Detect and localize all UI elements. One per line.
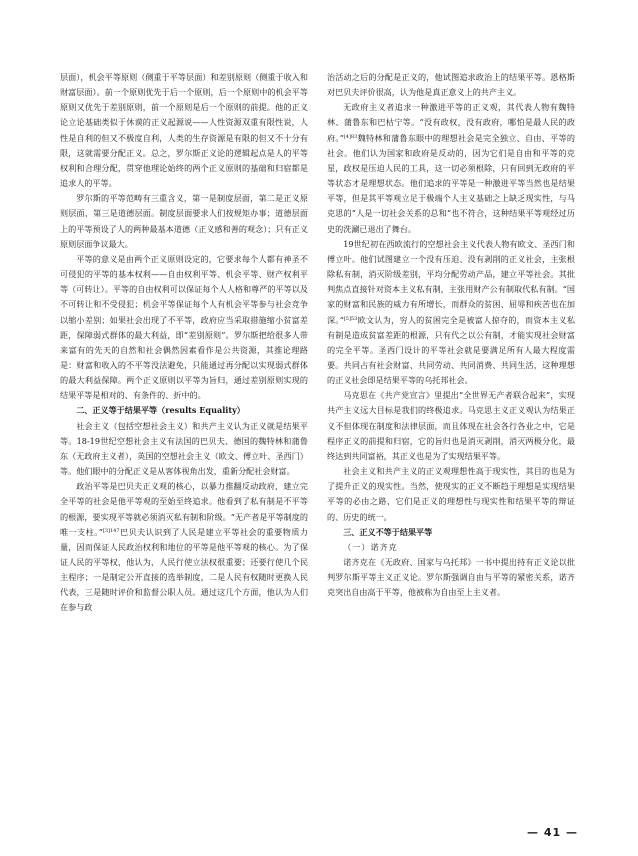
citation-ref: [3]147 bbox=[102, 527, 120, 534]
paragraph: 平等的意义是由两个正义原则设定的，它要求每个人都有神圣不可侵犯的平等的基本权利——自由权利平等、机会平等、财产权利平等（可转让）。平等的自由权利可以保证每个人人格和尊严的平等以及不可转让和不受侵犯；机会平等保证每个人有机会平等参与社会竞争以缩小差别；如果社会出现了不平等，政府应当采取措施缩小贫富差距，保障弱式群体的最大利益，即“差别原则”。罗尔斯把给很多人带来富有的先天的自然和社会偶然因素看作是公共资源，其推论理路是：财富和收入的不平等没法避免，只能通过再分配以实现弱式群体的最大利益保障。两个正义原则以平等为旨归，通过差别原则实现的结果平等是相对的、有条件的、折中的。 bbox=[60, 253, 308, 401]
citation-ref: [5]53 bbox=[343, 315, 358, 322]
paragraph-text: 政治平等是巴贝夫正义观的核心，以暴力推翻反动政府，建立完全平等的社会是他平等观的至始至终追求。他看到了私有制是不平等的根源，要实现平等就必须消灭私有制和阶级。“无产者是平等制度的唯一支柱。” bbox=[60, 481, 308, 537]
paragraph-text: 巴贝夫认识到了人民是建立平等社会的重要物质力量，因而保证人民政治权利和地位的平等是他平等观的核心。为了保证人民的平等权，他认为，人民行使立法权很重要；还要行使几个民主程序；一是制定公开直接的选举制度，二是人民有权随时更换人民代表，三是随时评价和监督公职人员。通过这几个方面，他认为人们在参与政 bbox=[60, 526, 308, 613]
paragraph: 诺齐克在《无政府、国家与乌托邦》一书中提出持有正义论以批判罗尔斯平等主义正义论。罗尔斯强调自由与平等的紧密关系，诺齐克突出自由高于平等，他被称为自由至上主义者。 bbox=[327, 557, 575, 598]
paragraph: 社会主义和共产主义的正义观理想性高于现实性，其目的也是为了提升正义的现实性。当然，使现实的正义不断趋于理想是实现结果平等的必由之路，它们是正义的理想性与现实性和结果平等的辩证的、历史的统一。 bbox=[327, 466, 575, 522]
paragraph-text: 欧文认为，穷人的贫困完全是被富人掠夺的，而资本主义私有制是造成贫富差距的根源，只有代之以公有制，才能实现社会财富的完全平等。圣西门设计的平等社会就是要满足所有人最大程度需要。共同占有社会财富、共同劳动、共同消费、共同生活，这种理想的正义社会即是结果平等的乌托邦社会。 bbox=[327, 314, 575, 386]
paragraph-text: 19世纪初在西欧流行的空想社会主义代表人物有欧文、圣西门和傅立叶。他们试图建立一个没有压迫、没有剥削的正义社会，主张根除私有制，消灭阶级差别，平均分配劳动产品，建立平等社会。其批判焦点直接针对资本主义私有制，主张用财产公有制取代私有制。“国家的财富和民族的威力有所增长，而群众的贫困、屈辱和疾苦也在加深。” bbox=[327, 238, 575, 325]
paragraph bbox=[60, 479, 308, 615]
citation-ref: [4]83 bbox=[343, 133, 358, 140]
section-heading: 三、正义不等于结果平等 bbox=[343, 526, 433, 537]
paragraph: 罗尔斯的平等范畴有三重含义，第一是制度层面，第二是正义原则层面，第三是道德层面。制度层面要求人们按规矩办事；道德层面上的平等预设了人的两种最基本道德（正义感和善的观念）；只有正义原则层面争议最大。 bbox=[60, 193, 308, 249]
paragraph bbox=[327, 100, 575, 236]
left-column bbox=[60, 70, 308, 616]
paragraph: 治活动之后的分配是正义的，他试图追求政治上的结果平等。恩格斯对巴贝夫评价很高，认为他是真正意义上的共产主义。 bbox=[327, 72, 575, 98]
paragraph-text: 魏特林和蒲鲁东眼中的理想社会是完全独立、自由、平等的社会。他们认为国家和政府是反动的，因为它们是自由和平等的克星，政权是压迫人民的工具，这一切必须根除，只有回到无政府的平等状态才是理想状态。他们追求的平等是一种激进平等当然也是结果平等，但是其平等观立足于极端个人主义基础之上缺乏现实性，与马克思的“人是一切社会关系的总和”也不符合，这种结果平等观经过历史的洗涮已退出了舞台。 bbox=[327, 132, 575, 234]
paragraph: 层面），机会平等原则（侧重于平等层面）和差别原则（侧重于收入和财富层面）。前一个原则优先于后一个原则，后一个原则中的机会平等原则又优先于差别原则，前一个原则是后一个原则的前提。他的正义论立论基础类似于休谟的正义起源说——人性资源双重有限性说，人性是自利的但又不极度自利，人类的生存资源是有限的但又不十分有限，这就需要分配正义。总之，罗尔斯正义论的逻辑起点是人的平等权利和合理分配，贯穿他理论始终的两个正义原则的基础和归宿都是追求人的平等。 bbox=[60, 72, 308, 189]
paragraph: 马克思在《共产党宣言》里提出“全世界无产者联合起来”，实现共产主义远大目标是我们的终极追求。马克思主义正义观认为结果正义不但体现在制度和法律层面，而且体现在社会各行各业之中，它是程序正义的前提和归宿，它的旨归也是消灭剥削，消灭两极分化，最终达到共同富裕，其正义也是为了实现结果平等。 bbox=[327, 390, 575, 461]
subsection-heading: （一）诺齐克 bbox=[343, 541, 398, 552]
page-number: — 41 — bbox=[527, 826, 578, 839]
paragraph-text: 无政府主义者追求一种激进平等的正义观，其代表人物有魏特林、蒲鲁东和巴枯宁等。“没有政权，没有政府，哪怕是最人民的政府。” bbox=[327, 102, 575, 143]
paragraph: 社会主义（包括空想社会主义）和共产主义认为正义就是结果平等。18-19世纪空想社会主义有法国的巴贝夫、德国的魏特林和蒲鲁东（无政府主义者），英国的空想社会主义（欧文、傅立叶、圣西门）等。他们眼中的分配正义是从客体视角出发，重新分配社会财富。 bbox=[60, 420, 308, 477]
right-column bbox=[327, 70, 575, 600]
section-heading: 二、正义等于结果平等（results Equality） bbox=[76, 405, 245, 416]
paragraph bbox=[327, 237, 575, 389]
